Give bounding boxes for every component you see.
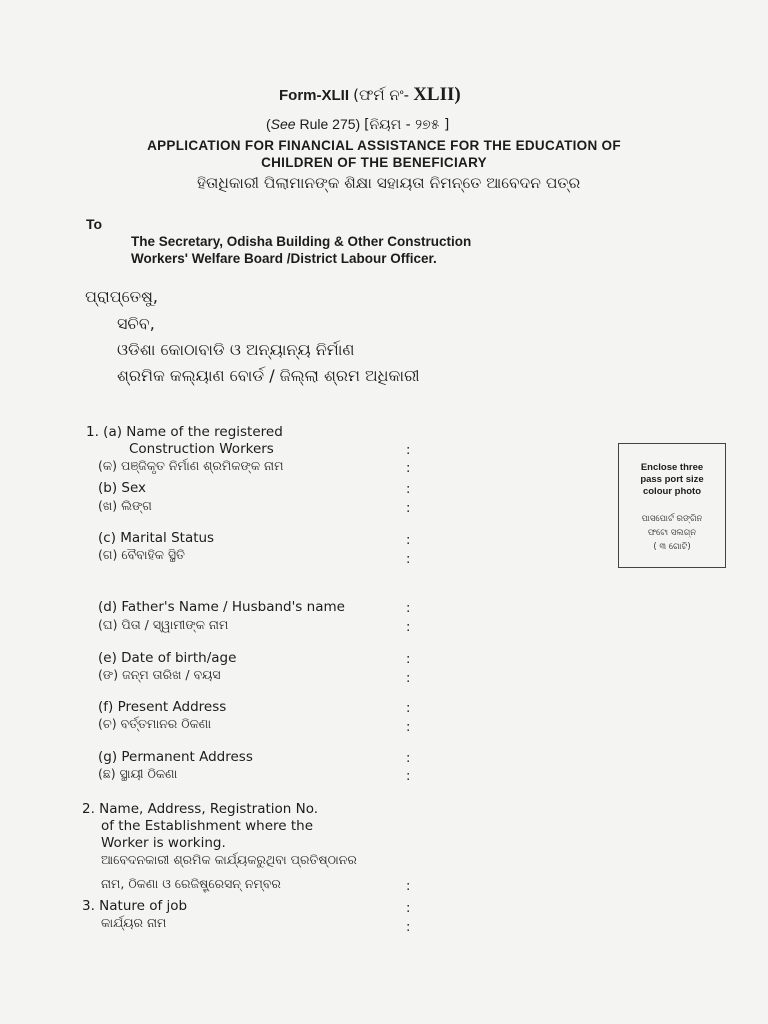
form-title-en: Form-XLII: [279, 87, 349, 104]
field-1e-odia: (ଙ) ଜନ୍ମ ତାରିଖ / ବୟସ: [98, 667, 221, 682]
rule-see: See: [270, 116, 296, 132]
field-1a-colon: :: [406, 443, 411, 458]
address-line2: Workers' Welfare Board /District Labour Officer.: [131, 251, 437, 266]
photo-instructions-en: Enclose three pass port size colour photo: [640, 462, 704, 497]
field-3-label: 3. Nature of job: [82, 898, 188, 914]
rule-reference: (See Rule 275) [ନିୟମ - ୨୭୫ ]: [266, 116, 450, 133]
field-1a-odia-colon: :: [406, 461, 411, 476]
field-1b-label: (b) Sex: [98, 480, 147, 496]
field-3-odia: କାର୍ଯ୍ୟର ନାମ: [101, 915, 167, 930]
odia-address-line2: ସଚିବ,: [117, 314, 155, 333]
field-2-odia-line1: ଆବେଦନକାରୀ ଶ୍ରମିକ କାର୍ଯ୍ୟକରୁଥିବା ପ୍ରତିଷ୍ଠାନର: [101, 852, 357, 867]
odia-address-line3: ଓଡିଶା କୋଠାବାଡି ଓ ଅନ୍ୟାନ୍ୟ ନିର୍ମାଣ: [117, 340, 355, 359]
form-title: [279, 84, 461, 106]
field-1a-odia: (କ) ପଞ୍ଜିକୃତ ନିର୍ମାଣ ଶ୍ରମିକଙ୍କ ନାମ: [98, 458, 284, 473]
field-1e-odia-colon: :: [406, 671, 411, 686]
field-1g-colon: :: [406, 751, 411, 766]
rule-ref-en: Rule 275): [299, 116, 361, 132]
field-1d-odia-colon: :: [406, 620, 411, 635]
photo-placeholder-box: [618, 443, 726, 568]
heading-odia: ହିତାଧିକାରୀ ପିଲାମାନଙ୍କ ଶିକ୍ଷା ସହାୟତା ନିମନ୍ତେ ଆବେଦନ ପତ୍ର: [197, 174, 581, 192]
field-1c-colon: :: [406, 533, 411, 548]
field-1d-odia: (ଘ) ପିତା / ସ୍ୱାମୀଙ୍କ ନାମ: [98, 617, 229, 632]
heading-line2: CHILDREN OF THE BENEFICIARY: [261, 155, 487, 170]
field-1b-odia-colon: :: [406, 501, 411, 516]
field-1f-odia-colon: :: [406, 720, 411, 735]
field-2-label-line3: Worker is working.: [101, 835, 226, 851]
field-1b-colon: :: [406, 482, 411, 497]
photo-instructions-odia: ପାସପୋର୍ଟ ରଙ୍ଗିନ ଫଟୋ ସଲଗ୍ନ ( ୩ ଗୋଟି): [641, 514, 703, 552]
field-1a-label: 1. (a) Name of the registered: [86, 424, 283, 440]
field-2-label: 2. Name, Address, Registration No.: [82, 801, 319, 817]
odia-address-line4: ଶ୍ରମିକ କଲ୍ୟାଣ ବୋର୍ଡ / ଜିଲ୍ଲା ଶ୍ରମ ଅଧିକାରୀ: [117, 366, 420, 385]
form-title-odia: (ଫର୍ମ ନଂ-: [353, 86, 410, 104]
odia-address-line1: ପ୍ରାପ୍ତେଷୁ,: [85, 287, 158, 306]
field-1f-label: (f) Present Address: [98, 699, 227, 715]
field-2-label-line2: of the Establishment where the: [101, 818, 314, 834]
field-1c-odia-colon: :: [406, 552, 411, 567]
field-3-colon: :: [406, 901, 411, 916]
form-title-number: XLII): [413, 84, 461, 105]
field-1d-label: (d) Father's Name / Husband's name: [98, 599, 345, 615]
field-2-odia-line2: ନାମ, ଠିକଣା ଓ ରେଜିଷ୍ଟ୍ରେସନ୍ ନମ୍ବର: [101, 876, 281, 891]
field-1c-odia: (ଗ) ବୈବାହିକ ସ୍ଥିତି: [98, 547, 185, 562]
field-1f-colon: :: [406, 701, 411, 716]
field-1e-label: (e) Date of birth/age: [98, 650, 237, 666]
field-1g-odia-colon: :: [406, 769, 411, 784]
field-1d-colon: :: [406, 601, 411, 616]
address-line1: The Secretary, Odisha Building & Other Construction: [131, 234, 472, 249]
to-label: To: [86, 216, 103, 232]
rule-ref-odia: [ନିୟମ - ୨୭୫ ]: [364, 117, 450, 133]
field-1b-odia: (ଖ) ଲିଙ୍ଗ: [98, 498, 152, 513]
field-1g-odia: (ଛ) ସ୍ଥାୟୀ ଠିକଣା: [98, 766, 178, 781]
field-1e-colon: :: [406, 652, 411, 667]
field-2-colon: :: [406, 879, 411, 894]
heading-line1: APPLICATION FOR FINANCIAL ASSISTANCE FOR THE EDUCATION OF: [147, 138, 621, 153]
field-1a-label-line2: Construction Workers: [129, 441, 274, 457]
field-1c-label: (c) Marital Status: [98, 530, 215, 546]
field-3-odia-colon: :: [406, 920, 411, 935]
field-1f-odia: (ଚ) ବର୍ତ୍ତମାନର ଠିକଣା: [98, 716, 212, 731]
field-1g-label: (g) Permanent Address: [98, 749, 253, 765]
